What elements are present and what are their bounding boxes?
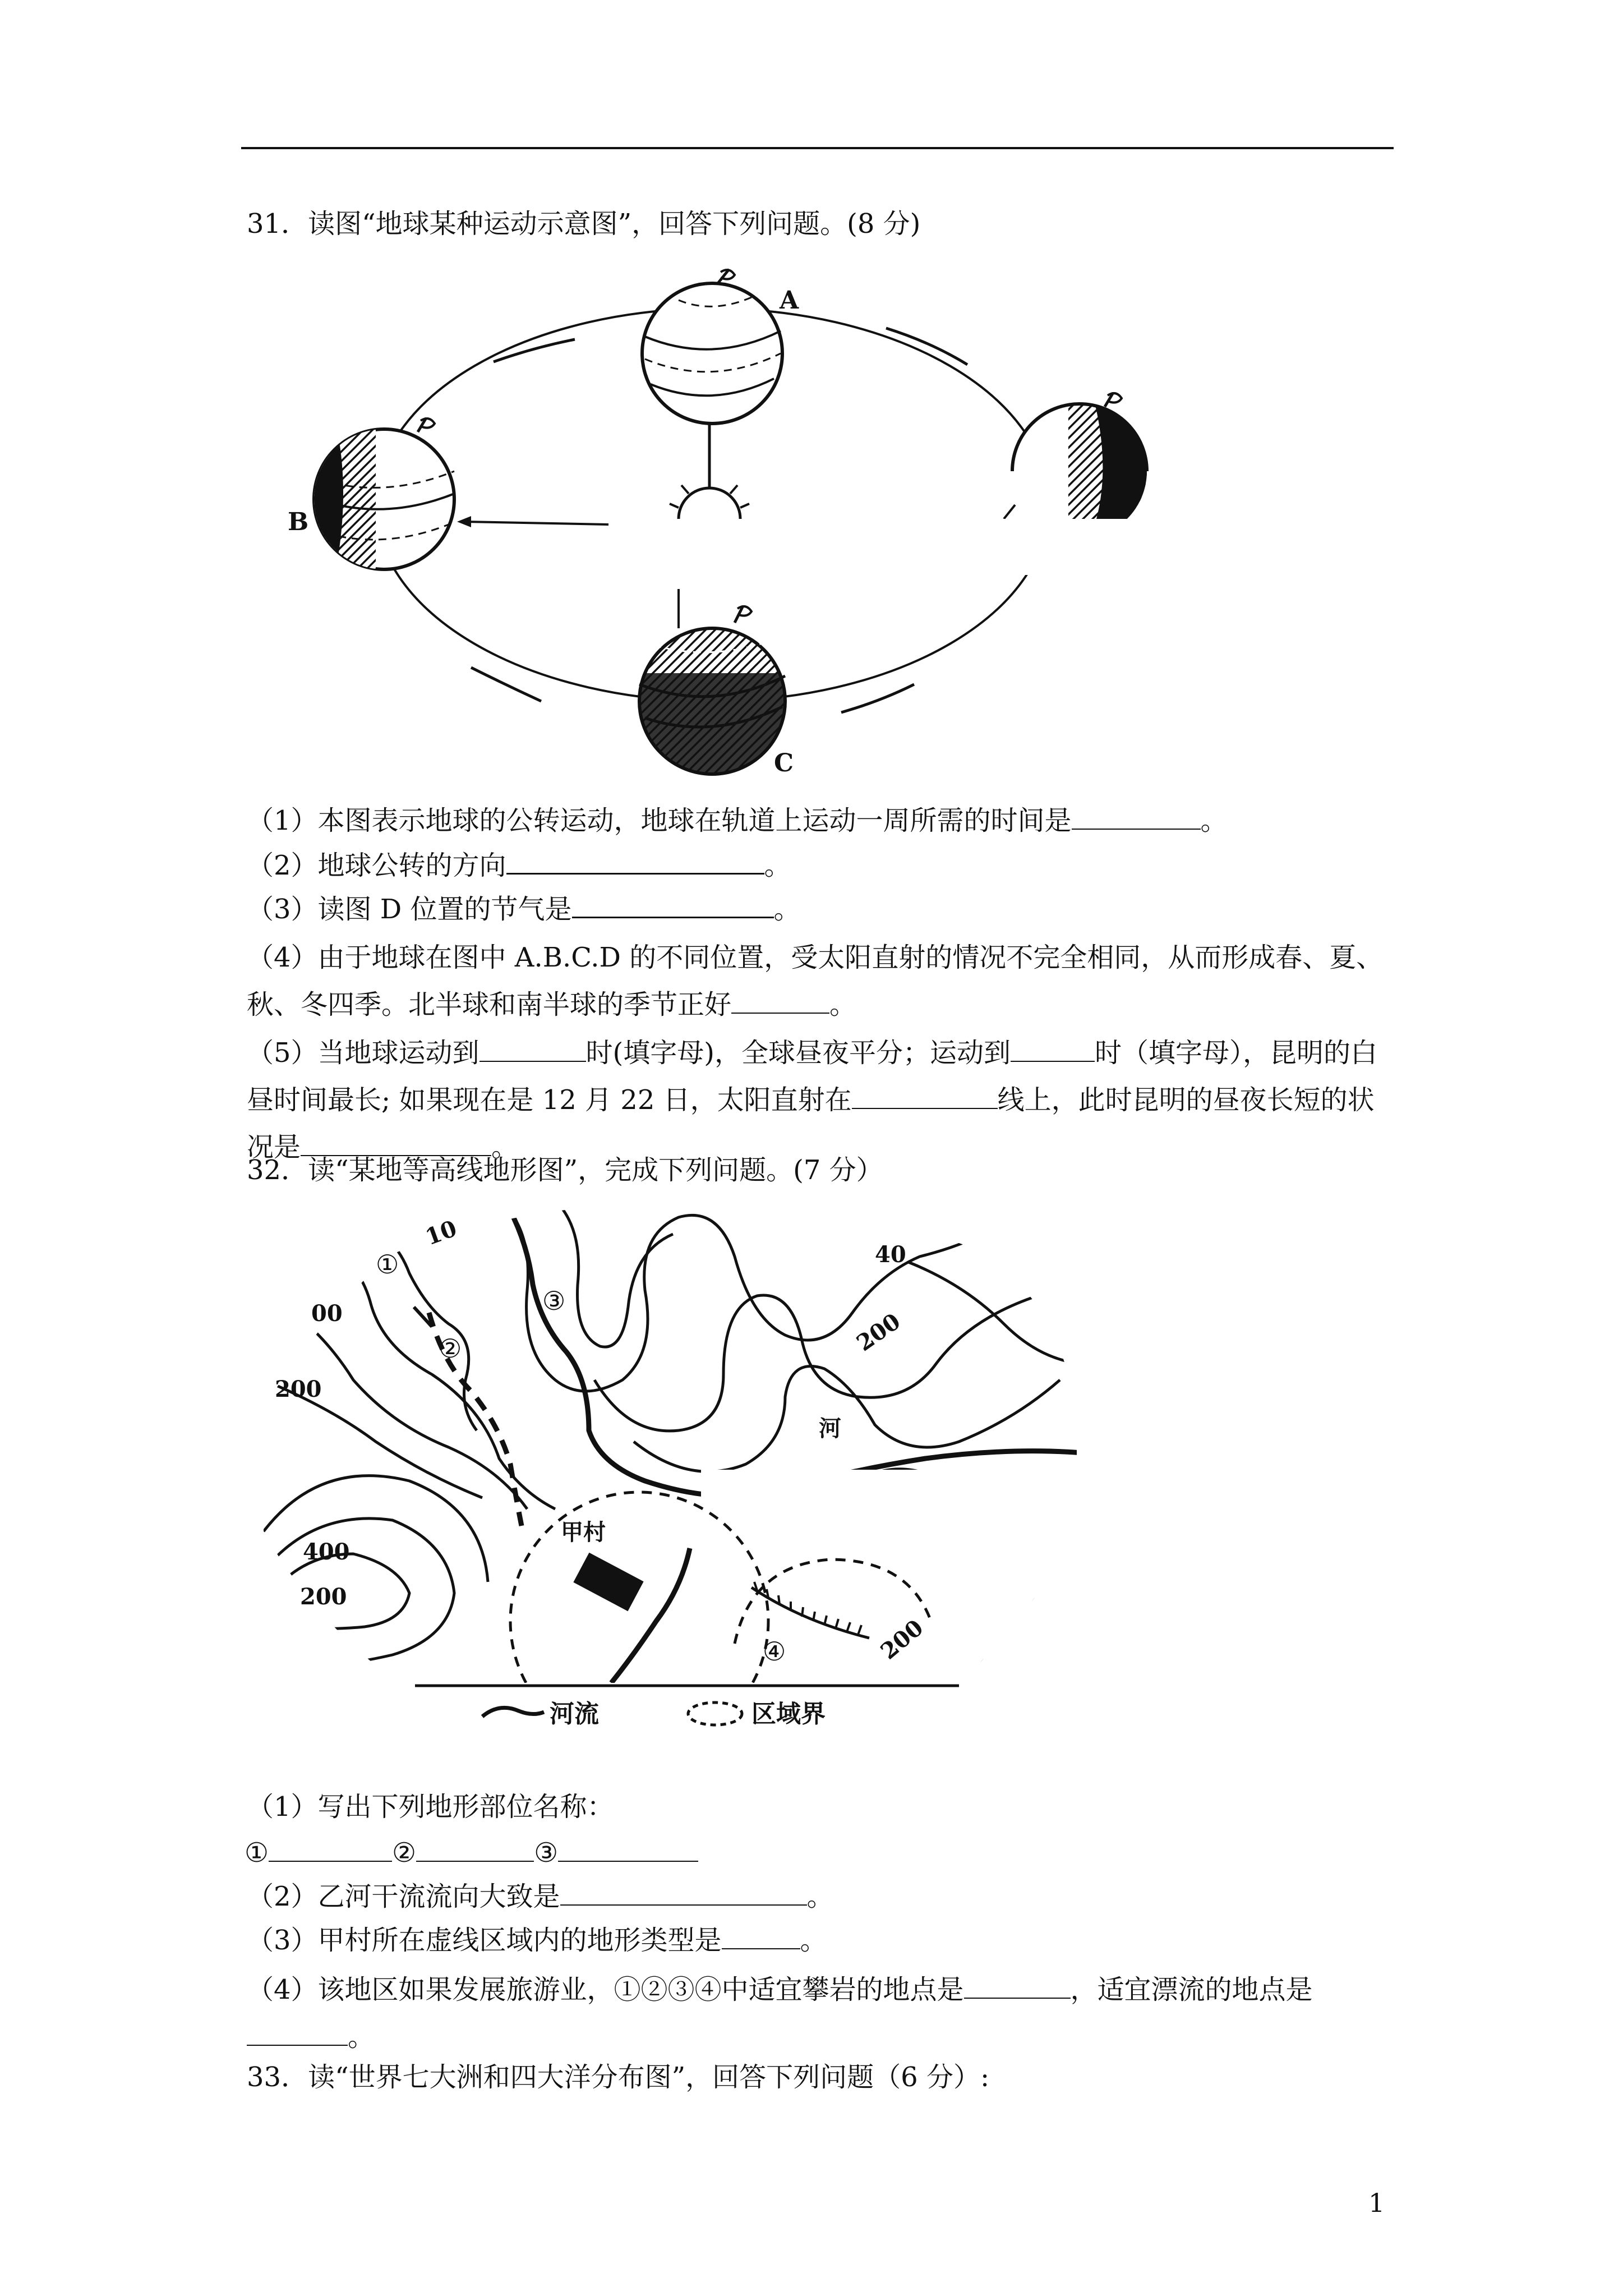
q31-s5-p1: （5）当地球运动到	[247, 1037, 479, 1069]
q32-s1b	[245, 1835, 698, 1870]
map-legend	[482, 1700, 826, 1728]
q32-title: 32．读“某地等高线地形图”，完成下列问题。(7 分）	[247, 1154, 883, 1186]
page-number: 1	[1368, 2188, 1385, 2218]
q31-s5-blank1[interactable]	[479, 1036, 586, 1062]
q32-s3-text: （3）甲村所在虚线区域内的地形类型是	[247, 1925, 722, 1956]
q31-s5-p3: 时（填字母），昆明的白昼时间最长; 如果现在是 12 月 22 日，太阳直射在	[247, 1037, 1378, 1116]
orbit-arrow-bottom-right	[841, 684, 914, 712]
q33-title: 33．读“世界七大洲和四大洋分布图”，回答下列问题（6 分）:	[247, 2062, 990, 2093]
q31-s4-text: （4）由于地球在图中 A.B.C.D 的不同位置，受太阳直射的情况不完全相同，从而形成春、夏、秋、冬四季。北半球和南半球的季节正好	[247, 942, 1384, 1020]
earth-position-b	[308, 418, 454, 583]
contour-label-right-200: 200	[851, 1308, 906, 1357]
label-a: A	[780, 286, 799, 315]
q31-s2-text: （2）地球公转的方向	[247, 850, 506, 881]
village-label: 甲村	[561, 1519, 606, 1545]
q31-s1-end: 。	[1200, 805, 1228, 836]
q32-s2-blank[interactable]	[560, 1880, 807, 1906]
q31-s5-p2: 时(填字母)，全球昼夜平分；运动到	[585, 1037, 1011, 1069]
q31-s1	[247, 803, 1228, 838]
contour-label-left-00: 00	[311, 1300, 343, 1327]
contour-label-bottom-right: 200	[875, 1614, 929, 1665]
earth-position-c	[639, 589, 785, 780]
marker-2: ②	[439, 1333, 462, 1364]
q31-s3-end: 。	[773, 894, 801, 925]
earth-orbit-figure	[286, 258, 1150, 797]
q31-s2-blank[interactable]	[506, 848, 764, 875]
q31-s5-blank2[interactable]	[1011, 1036, 1095, 1062]
q32-s1b-m1: ①	[245, 1837, 269, 1869]
river-label: 河	[819, 1415, 841, 1442]
q32-s2-end: 。	[806, 1881, 834, 1912]
label-c: C	[774, 749, 794, 777]
river-lower	[611, 1548, 690, 1683]
q32-s1b-m3: ③	[534, 1837, 559, 1869]
legend-region-label: 区域界	[751, 1700, 826, 1728]
q31-s2	[247, 848, 791, 883]
sun-ray-b	[465, 522, 608, 524]
q31-s1-text: （1）本图表示地球的公转运动，地球在轨道上运动一周所需的时间是	[247, 805, 1072, 836]
q31-s3-blank[interactable]	[572, 892, 774, 918]
q32-s1b-blank2[interactable]	[416, 1836, 534, 1862]
orbit-arrow-bottom-left	[471, 668, 541, 701]
legend-river-icon	[482, 1708, 544, 1717]
marker-4: ④	[763, 1636, 786, 1667]
q32-s4-blank1[interactable]	[964, 1973, 1071, 1999]
q31-s2-end: 。	[764, 850, 791, 881]
header-rule	[241, 147, 1394, 149]
q32-s3	[247, 1923, 827, 1958]
marker-3: ③	[542, 1286, 566, 1316]
contour-map-figure	[264, 1195, 1082, 1733]
q31-s4	[247, 934, 1396, 1028]
q31-title: 31．读图“地球某种运动示意图”，回答下列问题。(8 分)	[247, 208, 921, 240]
earth-position-a	[642, 269, 782, 424]
earth-position-d	[1004, 393, 1150, 575]
q31-s1-blank[interactable]	[1072, 804, 1201, 830]
contour-label-200-left-low: 200	[300, 1584, 347, 1610]
q32-s2	[247, 1879, 834, 1914]
contour-label-400-left: 400	[303, 1539, 350, 1565]
q31-s3	[247, 892, 801, 927]
q32-s1b-m2: ②	[392, 1837, 417, 1869]
label-b: B	[288, 508, 309, 536]
village-jiacun-marker	[573, 1553, 643, 1612]
q32-s1: （1）写出下列地形部位名称：	[247, 1791, 614, 1823]
q32-s4-end: 。	[348, 2021, 375, 2053]
river-main	[505, 1200, 1082, 1496]
legend-region-icon	[688, 1703, 742, 1725]
q32-s4-mid: ，适宜漂流的地点是	[1070, 1974, 1313, 2005]
q32-s4	[247, 1966, 1396, 2060]
q32-s1b-blank3[interactable]	[558, 1836, 698, 1862]
q32-s4-blank2[interactable]	[247, 2020, 348, 2046]
q31-s5-blank3[interactable]	[852, 1083, 998, 1109]
q32-s1b-blank1[interactable]	[269, 1836, 392, 1862]
contour-label-top-left: 10	[422, 1215, 460, 1251]
marker-1: ①	[376, 1249, 399, 1280]
q31-s4-end: 。	[829, 989, 857, 1020]
q32-s4-text: （4）该地区如果发展旅游业，①②③④中适宜攀岩的地点是	[247, 1974, 964, 2005]
q32-s3-end: 。	[800, 1925, 827, 1956]
q32-s2-text: （2）乙河干流流向大致是	[247, 1881, 560, 1912]
contour-label-left-200: 200	[275, 1376, 322, 1402]
q32-s3-blank[interactable]	[722, 1924, 800, 1949]
q31-s5-p4: 线上，此时昆明的昼夜长短的状况是	[247, 1084, 1375, 1163]
contour-label-top-right: 40	[875, 1241, 906, 1268]
q31-s3-text: （3）读图 D 位置的节气是	[247, 894, 572, 925]
q31-s5	[247, 1029, 1396, 1171]
legend-river-label: 河流	[550, 1700, 599, 1728]
q31-s4-blank[interactable]	[731, 988, 829, 1014]
q31-s5-end: 。	[491, 1131, 519, 1163]
orbit-arrow-top-right	[886, 328, 967, 365]
